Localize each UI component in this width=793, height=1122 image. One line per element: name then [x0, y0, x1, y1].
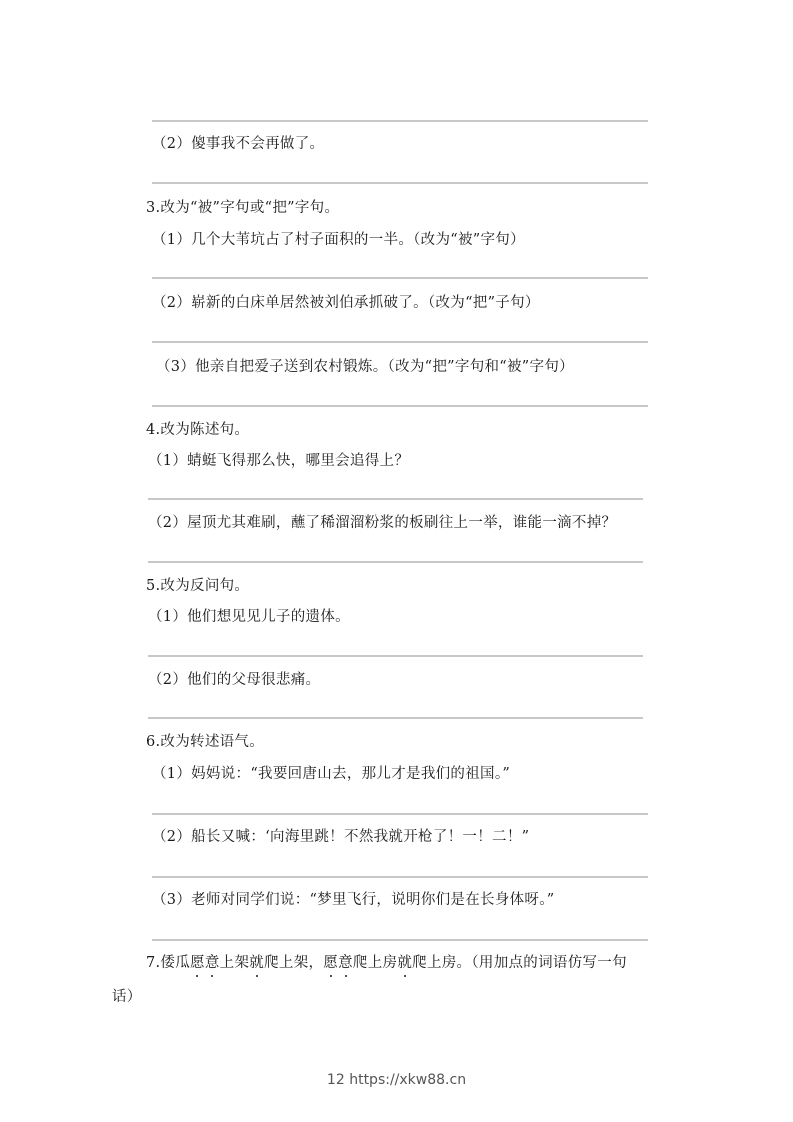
answer-line — [152, 405, 648, 407]
question-item: （2）船长又喊：‘向海里跳！不然我就开枪了！一！二！” — [152, 829, 530, 845]
question-item: （1）妈妈说：“我要回唐山去，那儿才是我们的祖国。” — [152, 766, 511, 782]
emphasis-dot-char: 意 — [338, 955, 353, 971]
page-footer — [0, 1072, 793, 1088]
question-item: （1）蜻蜓飞得那么快，哪里会追得上？ — [148, 453, 410, 469]
answer-line — [152, 341, 648, 343]
emphasis-dot-char: 就 — [397, 955, 413, 971]
section-title-4: 4.改为陈述句。 — [146, 422, 250, 438]
question-item: （1）几个大苇坑占了村子面积的一半。（改为“被”字句） — [152, 232, 525, 248]
answer-line — [148, 498, 643, 500]
section-title-3: 3.改为“被”字句或“把”字句。 — [146, 200, 340, 216]
answer-line — [152, 939, 648, 941]
section-title-5: 5.改为反问句。 — [146, 578, 250, 594]
section-title-7: 7.倭瓜愿意上架就爬上架，愿意爬上房就爬上房。（用加点的词语仿写一句 — [146, 955, 627, 971]
section-title-6: 6.改为转述语气。 — [146, 734, 265, 750]
question-item: （3）他亲自把爱子送到农村锻炼。（改为“把”字句和“被”字句） — [156, 359, 574, 375]
emphasis-dot-char: 就 — [249, 955, 265, 971]
question-item: （1）他们想见见儿子的遗体。 — [148, 609, 350, 625]
question-item: （3）老师对同学们说：“梦里飞行，说明你们是在长身体呀。” — [152, 892, 555, 908]
answer-line — [148, 561, 643, 563]
emphasis-dot-char: 愿 — [190, 955, 205, 971]
page-number: 12 — [326, 1072, 345, 1088]
answer-line — [148, 655, 643, 657]
question-item: （2）屋顶尤其难刷，蘸了稀溜溜粉浆的板刷往上一举，谁能一滴不掉？ — [148, 515, 617, 531]
answer-line — [152, 120, 648, 122]
answer-line — [152, 876, 648, 878]
section-7-continuation: 话） — [112, 989, 142, 1005]
footer-site-link[interactable]: https://xkw88.cn — [349, 1072, 467, 1088]
question-item: （2）崭新的白床单居然被刘伯承抓破了。（改为“把”子句） — [152, 295, 540, 311]
answer-line — [152, 813, 648, 815]
answer-line — [148, 717, 643, 719]
answer-line — [152, 277, 648, 279]
question-item: （2）傻事我不会再做了。 — [152, 136, 325, 152]
emphasis-dot-char: 愿 — [323, 955, 339, 971]
answer-line — [152, 182, 648, 184]
question-item: （2）他们的父母很悲痛。 — [148, 672, 321, 688]
emphasis-dot-char: 意 — [204, 955, 220, 971]
